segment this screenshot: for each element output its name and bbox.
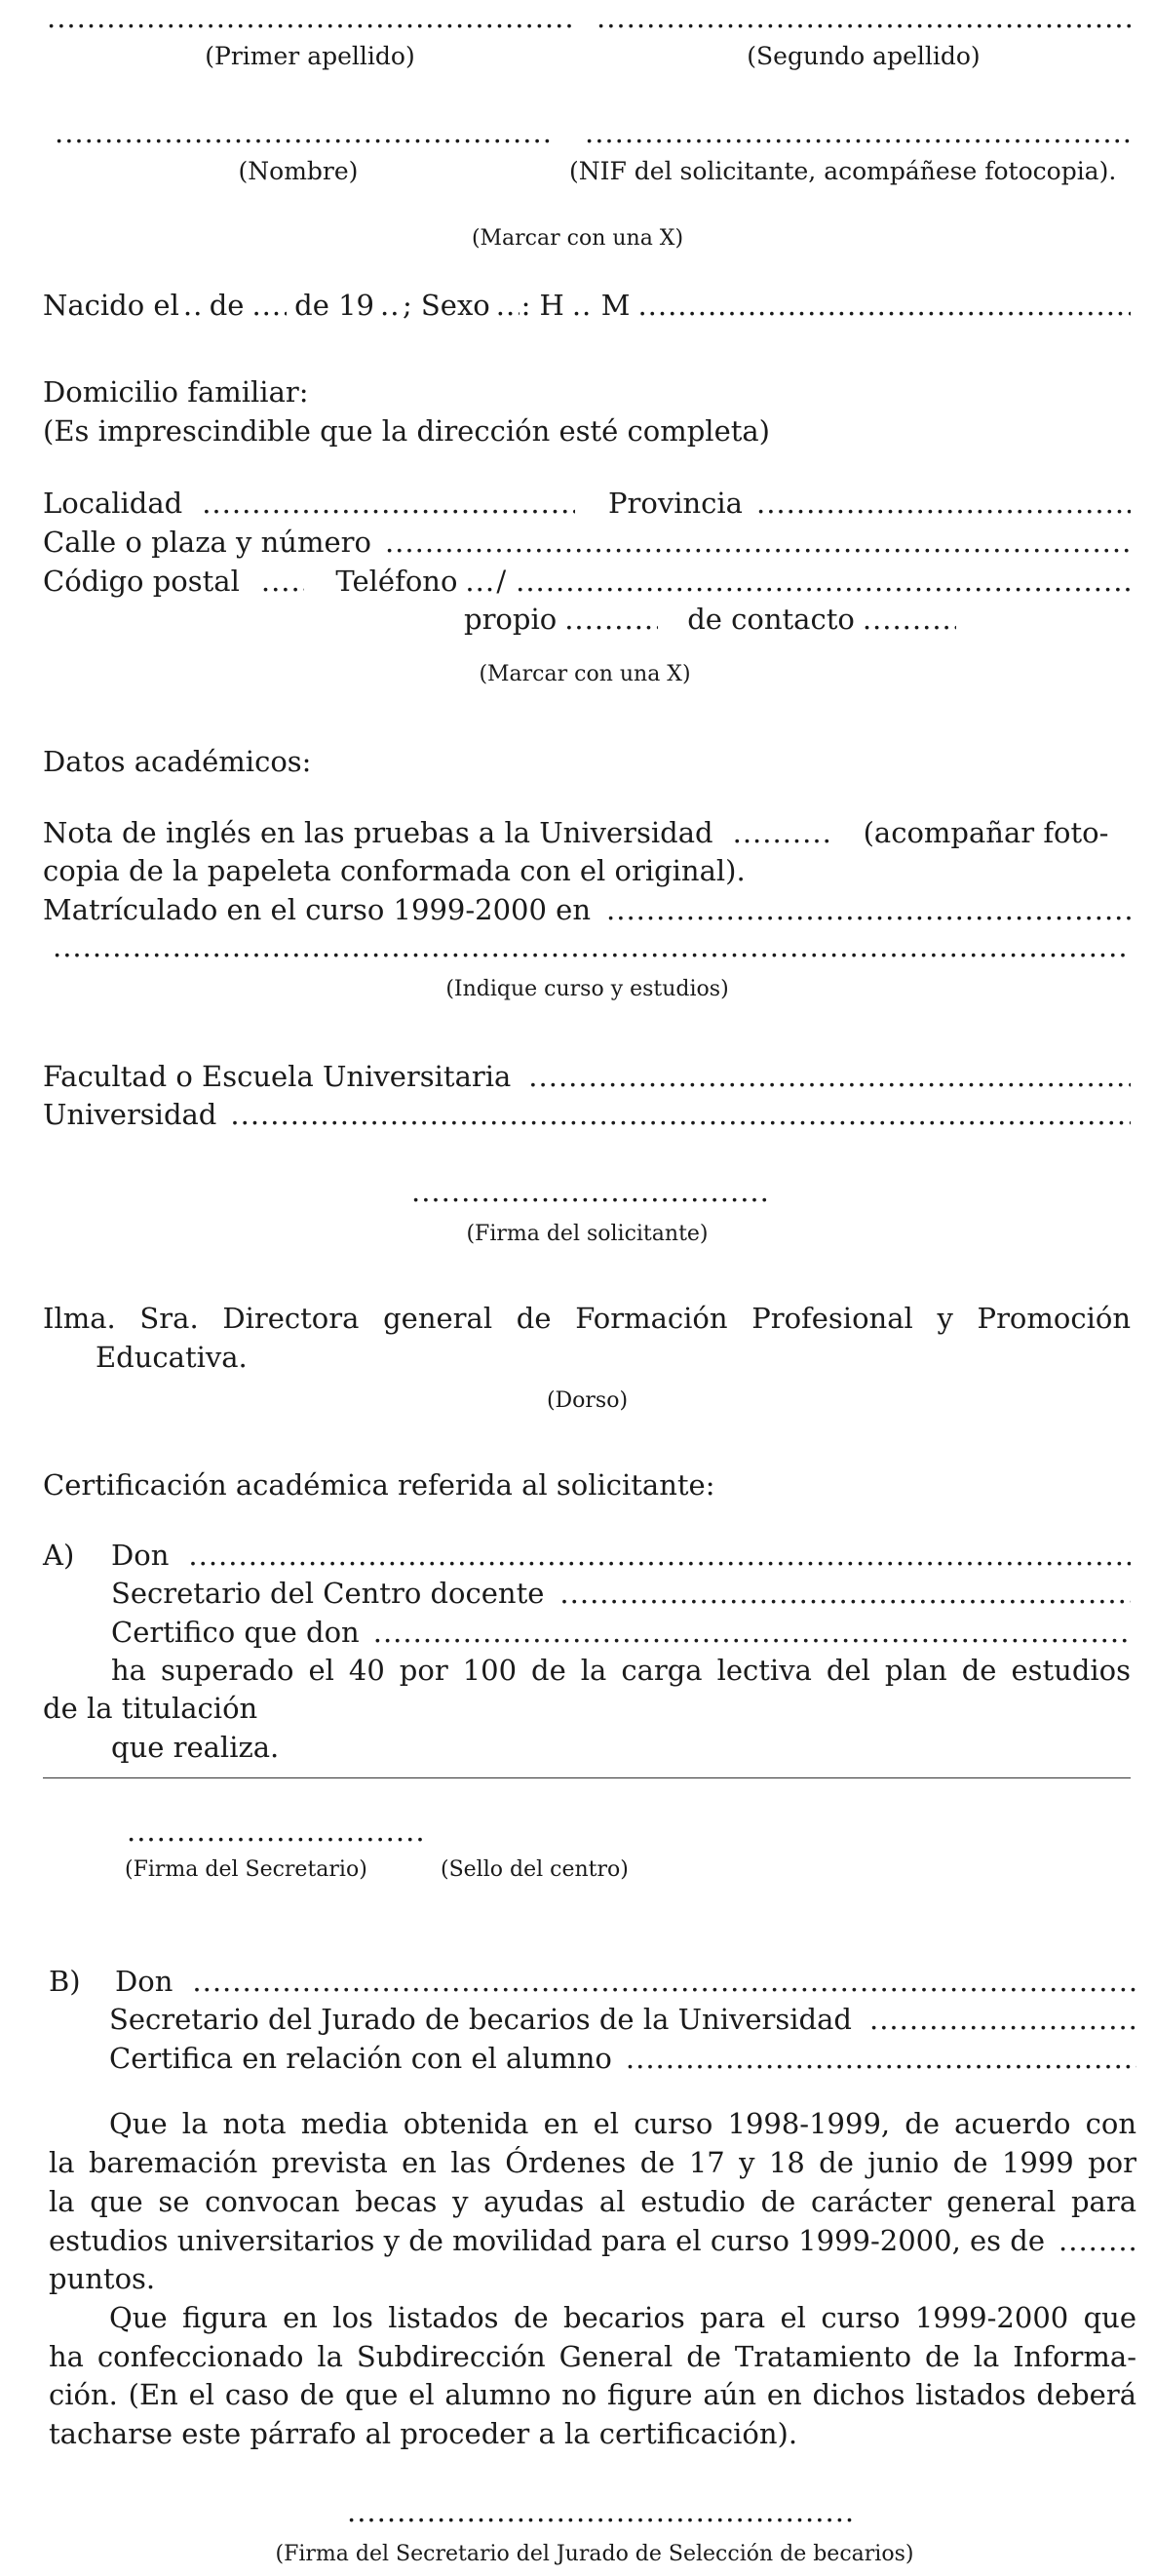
b-paragraph-1-line-4: estudios universitarios y de movilidad para el curso 1999-2000, es de xyxy=(49,2224,1046,2257)
postal-code-label: Código postal xyxy=(43,565,240,598)
faculty-label: Facultad o Escuela Universitaria xyxy=(43,1060,512,1093)
phone-contact-field[interactable] xyxy=(863,605,956,634)
birth-month-field[interactable] xyxy=(251,292,287,320)
domicile-note: (Es imprescindible que la dirección esté completa) xyxy=(43,414,770,448)
section-a-certify-row xyxy=(111,1616,1131,1649)
sex-h-label: : H xyxy=(520,289,564,322)
section-a-degree-text: de la titulación xyxy=(43,1692,258,1725)
b-paragraph-1-line-1: Que la nota media obtenida en el curso 1998-1999, de acuerdo con xyxy=(109,2107,1136,2140)
phone-number-field[interactable] xyxy=(516,567,1131,596)
section-divider xyxy=(43,1777,1131,1778)
english-grade-field[interactable] xyxy=(733,819,830,847)
street-row xyxy=(43,528,1131,557)
section-b-certifies-row xyxy=(109,2042,1136,2075)
course-studies-caption: (Indique curso y estudios) xyxy=(445,977,729,1001)
university-field[interactable] xyxy=(230,1101,1131,1129)
enrolled-row xyxy=(43,893,1131,926)
addressee-line-1: Ilma. Sra. Directora general de Formación Profesional y Promoción xyxy=(43,1302,1131,1335)
locality-label: Localidad xyxy=(43,487,183,520)
birth-year-field[interactable] xyxy=(380,292,401,320)
section-b-don-label: Don xyxy=(115,1965,173,1998)
section-b-label: B) xyxy=(49,1965,81,1998)
second-surname-caption: (Segundo apellido) xyxy=(747,42,981,70)
sex-m-label: M xyxy=(600,289,631,322)
section-b-don-field[interactable] xyxy=(192,1968,1136,1996)
birth-line xyxy=(43,289,1131,322)
locality-field[interactable] xyxy=(202,489,575,518)
born-de-label: de xyxy=(209,289,245,322)
academic-title: Datos académicos: xyxy=(43,745,312,778)
b-paragraph-2-line-1: Que figura en los listados de becarios para el curso 1999-2000 que xyxy=(109,2301,1136,2334)
section-a-realizes-text: que realiza. xyxy=(111,1731,280,1764)
applicant-signature-line[interactable] xyxy=(411,1178,772,1206)
applicant-signature-caption: (Firma del solicitante) xyxy=(466,1222,709,1246)
certification-title: Certificación académica referida al solicitante: xyxy=(43,1468,715,1502)
section-a-don-label: Don xyxy=(111,1539,170,1572)
university-row xyxy=(43,1098,1131,1131)
secretary-signature-caption: (Firma del Secretario) xyxy=(125,1857,367,1882)
nif-caption: (NIF del solicitante, acompáñese fotocopia). xyxy=(569,157,1117,185)
first-surname-line[interactable] xyxy=(47,4,573,32)
phone-type-row xyxy=(464,605,971,634)
phone-contact-label: de contacto xyxy=(687,603,855,636)
section-a-label: A) xyxy=(43,1539,75,1572)
faculty-field[interactable] xyxy=(528,1063,1131,1091)
center-seal-caption: (Sello del centro) xyxy=(441,1857,629,1882)
enrolled-label: Matrículado en el curso 1999-2000 en xyxy=(43,893,592,926)
section-b-secretary-field[interactable] xyxy=(869,2006,1136,2034)
postal-phone-row xyxy=(43,567,1131,596)
addressee-line-2: Educativa. xyxy=(96,1341,248,1374)
reverse-side-label: (Dorso) xyxy=(546,1388,629,1413)
phone-slash: / xyxy=(496,565,507,598)
province-field[interactable] xyxy=(756,489,1131,518)
mark-x-note-2: (Marcar con una X) xyxy=(479,662,691,686)
sex-field[interactable] xyxy=(496,292,520,320)
section-a-don-field[interactable] xyxy=(188,1542,1131,1570)
province-label: Provincia xyxy=(608,487,743,520)
province-row xyxy=(608,489,1131,518)
section-a-certify-field[interactable] xyxy=(373,1619,1131,1647)
phone-prefix-field[interactable] xyxy=(465,567,492,596)
section-b-certifies-label: Certifica en relación con el alumno xyxy=(109,2042,612,2075)
phone-own-label: propio xyxy=(464,603,558,636)
phone-own-field[interactable] xyxy=(564,605,658,634)
nif-line[interactable] xyxy=(585,119,1131,147)
name-caption: (Nombre) xyxy=(238,157,359,185)
second-surname-line[interactable] xyxy=(597,4,1131,32)
b-paragraph-2-line-4: tacharse este párrafo al proceder a la certificación). xyxy=(49,2417,798,2450)
section-b-certifies-field[interactable] xyxy=(626,2045,1136,2073)
section-b-don-row xyxy=(115,1965,1136,1998)
jury-signature-line[interactable] xyxy=(347,2498,854,2526)
section-a-secretary-field[interactable] xyxy=(559,1580,1131,1608)
b-paragraph-1-line-4-row xyxy=(49,2224,1136,2257)
sex-m-field[interactable] xyxy=(637,292,1131,320)
first-surname-caption: (Primer apellido) xyxy=(205,42,415,70)
sex-label: ; Sexo xyxy=(402,289,490,322)
enrolled-field-cont[interactable] xyxy=(53,933,1131,961)
street-label: Calle o plaza y número xyxy=(43,526,371,559)
university-label: Universidad xyxy=(43,1098,217,1131)
locality-row xyxy=(43,489,575,518)
domicile-title: Domicilio familiar: xyxy=(43,375,309,409)
born-year-label: de 19 xyxy=(294,289,374,322)
enrolled-field[interactable] xyxy=(606,896,1131,924)
section-b-secretary-row xyxy=(109,2003,1136,2036)
birth-day-field[interactable] xyxy=(183,292,206,320)
faculty-row xyxy=(43,1060,1131,1093)
section-a-secretary-row xyxy=(111,1577,1131,1610)
english-grade-note-cont: copia de la papeleta conformada con el original). xyxy=(43,854,746,887)
mark-x-note-1: (Marcar con una X) xyxy=(471,226,684,251)
section-a-passed-text: ha superado el 40 por 100 de la carga lectiva del plan de estudios xyxy=(111,1654,1131,1687)
section-a-secretary-label: Secretario del Centro docente xyxy=(111,1577,545,1610)
b-paragraph-1-line-2: la baremación prevista en las Órdenes de 17 y 18 de junio de 1999 por xyxy=(49,2146,1136,2179)
b-paragraph-2-line-2: ha confeccionado la Subdirección General de Tratamiento de la Informa- xyxy=(49,2340,1136,2373)
english-grade-label: Nota de inglés en las pruebas a la Universidad xyxy=(43,816,713,849)
phone-label: Teléfono xyxy=(335,565,458,598)
name-line[interactable] xyxy=(55,119,552,147)
b-paragraph-1-line-3: la que se convocan becas y ayudas al estudio de carácter general para xyxy=(49,2185,1136,2218)
secretary-signature-line[interactable] xyxy=(127,1817,423,1846)
b-paragraph-1-line-5: puntos. xyxy=(49,2262,156,2295)
b-paragraph-2-line-3: ción. (En el caso de que el alumno no figure aún en dichos listados deberá xyxy=(49,2378,1136,2411)
english-grade-row xyxy=(43,816,1131,849)
born-label: Nacido el xyxy=(43,289,179,322)
postal-code-field[interactable] xyxy=(261,567,305,596)
jury-signature-caption: (Firma del Secretario del Jurado de Selección de becarios) xyxy=(275,2542,914,2566)
sex-h-field[interactable] xyxy=(572,292,594,320)
section-b-secretary-label: Secretario del Jurado de becarios de la Universidad xyxy=(109,2003,852,2036)
english-grade-note: (acompañar foto- xyxy=(863,816,1109,849)
section-a-certify-label: Certifico que don xyxy=(111,1616,360,1649)
average-grade-field[interactable] xyxy=(1059,2227,1136,2255)
street-field[interactable] xyxy=(385,528,1131,557)
section-a-don-row xyxy=(111,1539,1131,1572)
